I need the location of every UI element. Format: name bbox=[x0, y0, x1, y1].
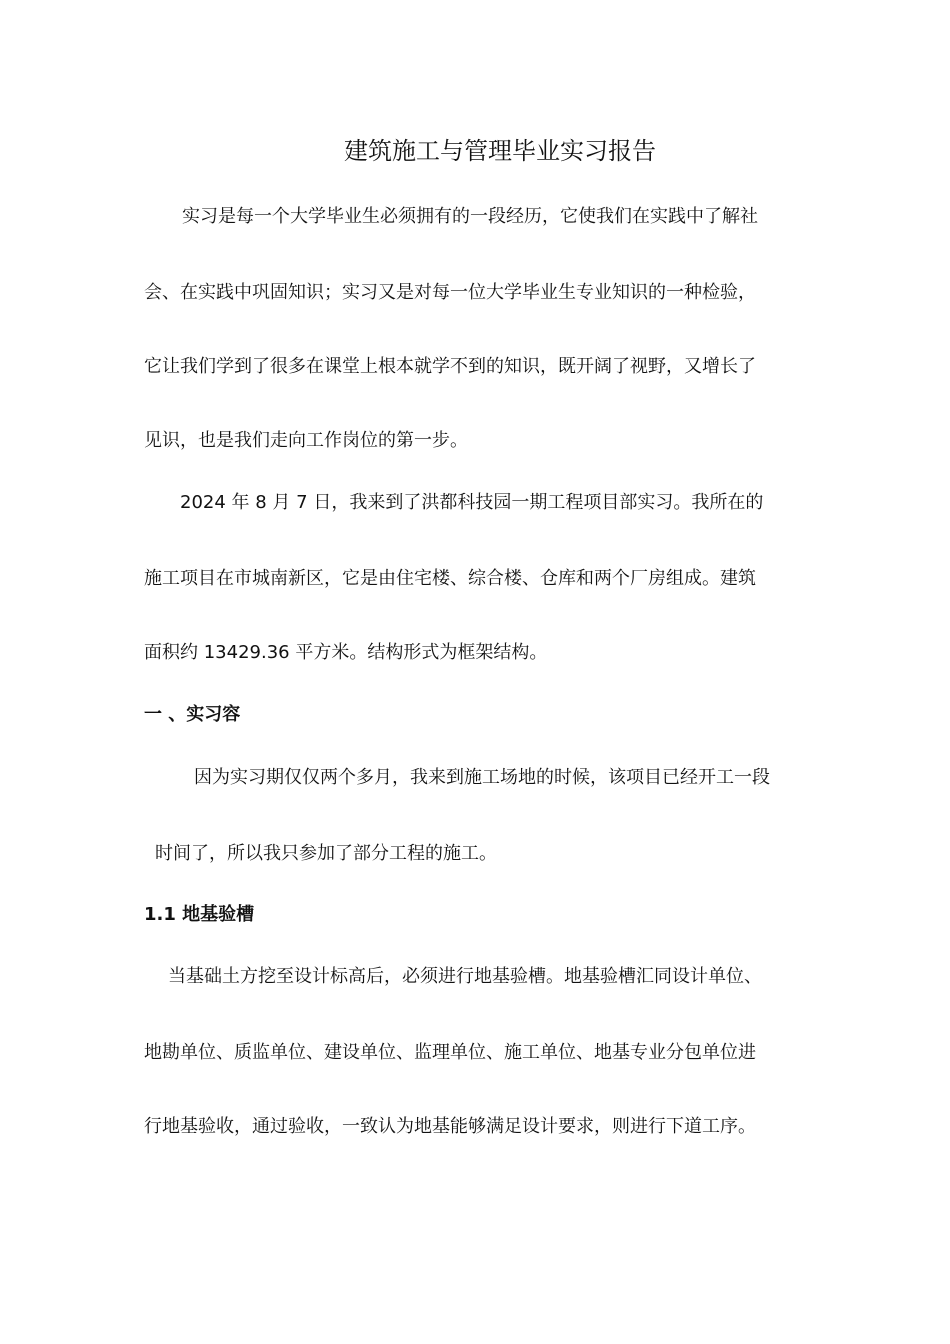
intro-line-1: 实习是每一个大学毕业生必须拥有的一段经历，它使我们在实践中了解社 bbox=[182, 206, 758, 227]
section-1-1-line-3: 行地基验收，通过验收，一致认为地基能够满足设计要求，则进行下道工序。 bbox=[144, 1116, 756, 1137]
intro-line-4: 见识，也是我们走向工作岗位的第一步。 bbox=[144, 430, 468, 451]
section-1-line-1: 因为实习期仅仅两个多月，我来到施工场地的时候，该项目已经开工一段 bbox=[194, 767, 770, 788]
section-1-1-heading: 1.1 地基验槽 bbox=[144, 904, 255, 925]
section-1-line-2: 时间了，所以我只参加了部分工程的施工。 bbox=[155, 843, 497, 864]
project-line-3: 面积约 13429.36 平方米。结构形式为框架结构。 bbox=[144, 642, 548, 663]
document-title: 建筑施工与管理毕业实习报告 bbox=[344, 137, 656, 165]
project-line-1: 2024 年 8 月 7 日，我来到了洪都科技园一期工程项目部实习。我所在的 bbox=[180, 492, 764, 513]
intro-line-3: 它让我们学到了很多在课堂上根本就学不到的知识，既开阔了视野，又增长了 bbox=[144, 356, 756, 377]
section-1-1-line-2: 地勘单位、质监单位、建设单位、监理单位、施工单位、地基专业分包单位进 bbox=[144, 1042, 756, 1063]
section-1-1-line-1: 当基础土方挖至设计标高后，必须进行地基验槽。地基验槽汇同设计单位、 bbox=[168, 966, 762, 987]
section-1-heading: 一 、实习容 bbox=[144, 704, 241, 725]
project-line-2: 施工项目在市城南新区，它是由住宅楼、综合楼、仓库和两个厂房组成。建筑 bbox=[144, 568, 756, 589]
intro-line-2: 会、在实践中巩固知识；实习又是对每一位大学毕业生专业知识的一种检验， bbox=[144, 282, 756, 303]
